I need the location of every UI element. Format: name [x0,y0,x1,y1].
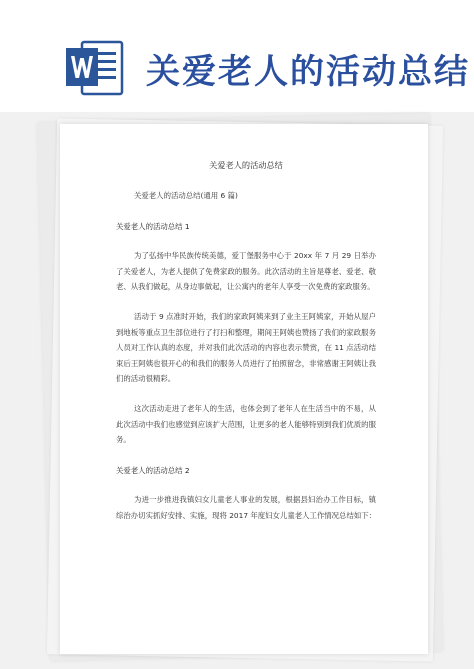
document-page [60,124,428,654]
document-subtitle: 关爱老人的活动总结(通用 6 篇) [134,191,238,201]
paragraph: 为进一步推进我镇妇女儿童老人事业的发展，根据县妇治办工作目标，镇综治办切实抓好安排、实施，现将 2017 年度妇女儿童老人工作情况总结如下： [116,495,377,520]
banner [0,0,474,112]
paragraph: 这次活动走进了老年人的生活，也体会到了老年人在生活当中的不易，从此次活动中我们也感觉到应该扩大范围，让更多的老人能够特别到我们优质的服务。 [116,404,376,445]
word-document-icon [66,36,124,100]
paragraph: 为了弘扬中华民族传统美德，爱丁堡服务中心于 20xx 年 7 月 29 日举办了关爱老人，为老人提供了免费家政的服务。此次活动的主旨是尊老、爱老、敬老、从我们做起，从身边事做起，让公寓内的老年人享受一次免费的家政服务。 [116,251,376,292]
page-title: 关爱老人的活动总结 [146,52,470,92]
document-title: 关爱老人的活动总结 [209,160,283,170]
paragraph: 活动于 9 点准时开始，我们的家政阿姨来到了业主王阿姨家，开始从屋户到地板等重点卫生部位进行了打扫和整理，期间王阿姨也赞扬了我们的家政服务人员对工作认真的态度，并对我们此次活动的内容也表示赞赏，在 11 点活动结束后王阿姨也很开心的和我们的服务人员进行了拍照留念，非常感谢王阿姨让我们的活动很精彩。 [116,312,376,384]
section-heading: 关爱老人的活动总结 2 [116,465,190,475]
section-heading: 关爱老人的活动总结 1 [116,221,190,231]
